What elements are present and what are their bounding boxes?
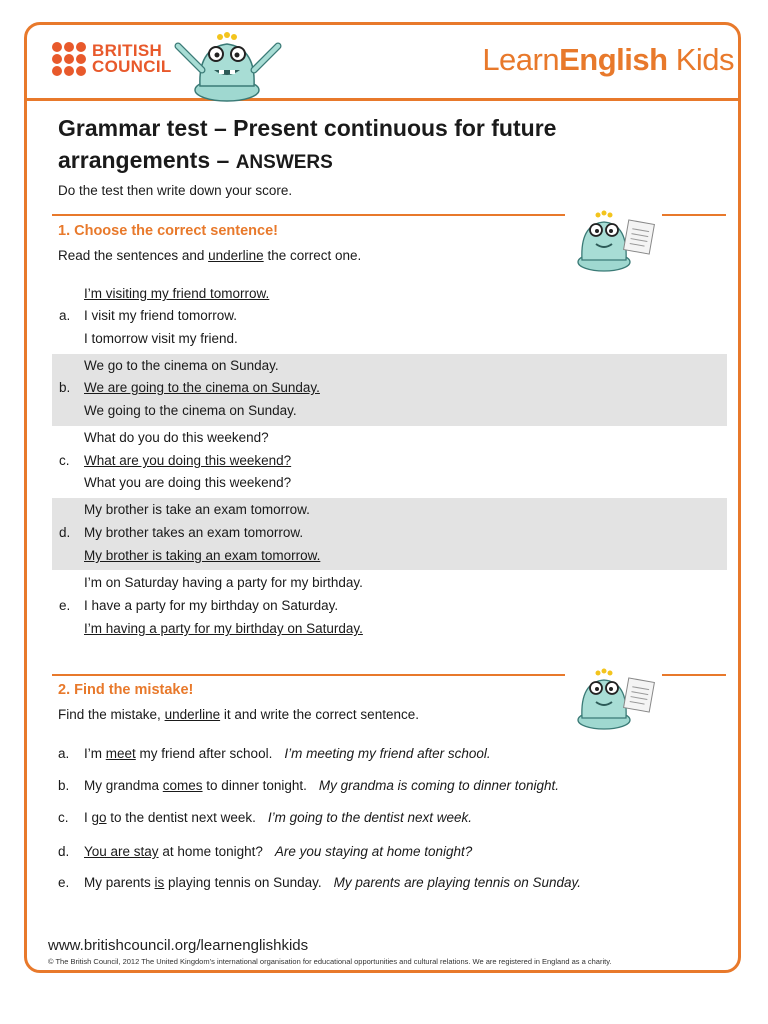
- mistake-item-e: e. My parents is playing tennis on Sunday. My parents are playing tennis on Sunday.: [58, 875, 582, 890]
- option-correct[interactable]: My brother is taking an exam tomorrow.: [84, 548, 321, 563]
- mistake-word: comes: [162, 778, 203, 793]
- corrected-sentence: I’m meeting my friend after school.: [284, 746, 491, 761]
- mistake-word: go: [91, 810, 107, 825]
- option[interactable]: I’m on Saturday having a party for my birthday.: [84, 575, 363, 590]
- option-correct[interactable]: What are you doing this weekend?: [84, 453, 292, 468]
- mistake-word: is: [154, 875, 165, 890]
- bc-line1: BRITISH: [92, 41, 163, 60]
- mistake-item-a: a. I’m meet my friend after school. I’m meeting my friend after school.: [58, 746, 491, 761]
- question-letter: d.: [59, 525, 71, 540]
- option[interactable]: I tomorrow visit my friend.: [84, 331, 238, 346]
- section1-instructions: Read the sentences and underline the correct one.: [58, 248, 362, 263]
- bc-line2: COUNCIL: [92, 57, 172, 76]
- corrected-sentence: Are you staying at home tonight?: [274, 844, 473, 859]
- section2-divider: [52, 674, 565, 676]
- option[interactable]: What do you do this weekend?: [84, 430, 269, 445]
- section1-divider: [52, 214, 565, 216]
- monster-reading-icon: [568, 666, 660, 732]
- mistake-item-b: b. My grandma comes to dinner tonight. My grandma is coming to dinner tonight.: [58, 778, 559, 793]
- question-letter: e.: [59, 598, 71, 613]
- option[interactable]: We go to the cinema on Sunday.: [84, 358, 279, 373]
- monster-mascot-icon: [170, 28, 285, 104]
- corrected-sentence: My parents are playing tennis on Sunday.: [333, 875, 582, 890]
- option[interactable]: What you are doing this weekend?: [84, 475, 292, 490]
- option[interactable]: My brother takes an exam tomorrow.: [84, 525, 304, 540]
- section1-divider-right: [662, 214, 726, 216]
- section2-instructions: Find the mistake, underline it and write the correct sentence.: [58, 707, 419, 722]
- section1-title: 1. Choose the correct sentence!: [58, 223, 278, 239]
- answers-label: ANSWERS: [235, 152, 333, 173]
- option[interactable]: I have a party for my birthday on Saturday.: [84, 598, 339, 613]
- bc-dots-icon: [52, 42, 86, 76]
- option-correct[interactable]: We are going to the cinema on Sunday.: [84, 380, 320, 395]
- section2-title: 2. Find the mistake!: [58, 682, 194, 698]
- monster-reading-icon: [568, 208, 660, 274]
- corrected-sentence: My grandma is coming to dinner tonight.: [318, 778, 559, 793]
- british-council-logo: [52, 42, 172, 76]
- mistake-item-c: c. I go to the dentist next week. I’m going to the dentist next week.: [58, 810, 473, 825]
- corrected-sentence: I’m going to the dentist next week.: [267, 810, 473, 825]
- question-letter: b.: [59, 380, 71, 395]
- question-row-a: [52, 282, 727, 354]
- footer-copyright: © The British Council, 2012 The United Kingdom’s international organisation for educational opportunities and cultural relations. We are registered in England as a charity.: [48, 957, 612, 966]
- page-title: Grammar test – Present continuous for future arrangements – ANSWERS: [58, 115, 557, 173]
- mistake-word: meet: [105, 746, 136, 761]
- question-letter: a.: [59, 308, 71, 323]
- question-row-d: [52, 498, 727, 570]
- question-row-c: [52, 426, 727, 498]
- header-divider: [27, 98, 738, 101]
- learnenglish-kids-logo: LearnEnglish Kids: [482, 42, 734, 77]
- footer-url[interactable]: www.britishcouncil.org/learnenglishkids: [48, 937, 309, 954]
- question-letter: c.: [59, 453, 70, 468]
- mistake-item-d: d. You are stay at home tonight? Are you staying at home tonight?: [58, 844, 473, 859]
- section2-divider-right: [662, 674, 726, 676]
- option[interactable]: My brother is take an exam tomorrow.: [84, 502, 310, 517]
- mistake-word: You are stay: [84, 844, 159, 859]
- intro-text: Do the test then write down your score.: [58, 183, 293, 198]
- option-correct[interactable]: I’m visiting my friend tomorrow.: [84, 286, 270, 301]
- option-correct[interactable]: I’m having a party for my birthday on Saturday.: [84, 621, 363, 636]
- option[interactable]: I visit my friend tomorrow.: [84, 308, 238, 323]
- question-row-e: [52, 570, 727, 642]
- option[interactable]: We going to the cinema on Sunday.: [84, 403, 297, 418]
- question-row-b: [52, 354, 727, 426]
